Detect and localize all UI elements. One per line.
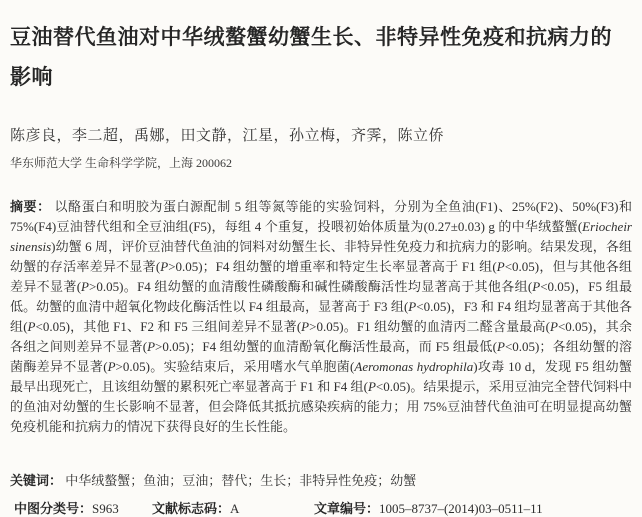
document-code-label: 文献标志码：: [152, 501, 231, 516]
keywords-line: [10, 470, 632, 489]
keywords-text: 中华绒螯蟹；鱼油；豆油；替代；生长；非特异性免疫；幼蟹: [65, 473, 417, 488]
abstract-label: 摘要：: [10, 199, 51, 214]
document-code-value: A: [230, 501, 239, 516]
clc-number: [14, 501, 122, 516]
article-id-label: 文章编号：: [313, 501, 379, 516]
authors-line: 陈彦良，李二超，禹娜，田文静，江星，孙立梅，齐霁，陈立侨: [10, 128, 445, 144]
abstract-text: 以酪蛋白和明胶为蛋白源配制 5 组等氮等能的实验饲料，分别为全鱼油(F1)、25%(F2)、50%(F3)和 75%(F4)豆油替代组和全豆油组(F5)，每组 4 个重复，投喂初始体质量为(0.27±0.03) g 的中华绒螯蟹(Eriocheir sinensis)幼蟹 6 周，评价豆油替代鱼油的饲料对幼蟹生长、非特异性免疫力和抗病力的影响。结果发现，各组幼蟹的存活率差异不显著(P>0.05)；F4 组幼蟹的增重率和特定生长率显著高于 F1 组(P<0.05)，但与其他各组差异不显著(P>0.05)。F4 组幼蟹的血清酸性磷酸酶和碱性磷酸酶活性均显著高于其他各组(P<0.05)，F5 组最低。幼蟹的血清中超氧化物歧化酶活性以 F4 组最高，显著高于 F3 组(P<0.05)，F3 和 F4 组均显著高于其他各组(P<0.05)，其他 F1、F2 和 F5 三组间差异不显著(P>0.05)。F1 组幼蟹的血清丙二醛含量最高(P<0.05)，其余各组之间则差异不显著(P>0.05)；F4 组幼蟹的血清酚氧化酶活性最高，而 F5 组最低(P<0.05)；各组幼蟹的溶菌酶差异不显著(P>0.05)。实验结束后，采用嗜水气单胞菌(Aeromonas hydrophila)攻毒 10 d，发现 F5 组幼蟹最早出现死亡，且该组幼蟹的累积死亡率显著高于 F1 和 F4 组(P<0.05)。结果提示，采用豆油完全替代饲料中的鱼油对幼蟹的生长影响不显著，但会降低其抵抗感染疾病的能力；用 75%豆油替代鱼油可在明显提高幼蟹免疫机能和抗病力的情况下获得良好的生长性能。: [10, 199, 632, 434]
paper-title: 豆油替代鱼油对中华绒螯蟹幼蟹生长、非特异性免疫和抗病力的影响: [10, 26, 612, 89]
footer-meta-line: [10, 498, 632, 517]
abstract-paragraph: [10, 197, 632, 437]
clc-label: 中图分类号：: [14, 501, 93, 516]
affiliation-line: 华东师范大学 生命科学学院，上海 200062: [10, 156, 233, 170]
document-code: [152, 501, 242, 516]
article-id-value: 1005–8737–(2014)03–0511–11: [378, 501, 543, 516]
keywords-label: 关键词：: [10, 473, 63, 488]
clc-value: S963: [92, 501, 119, 516]
article-id: [314, 501, 543, 516]
